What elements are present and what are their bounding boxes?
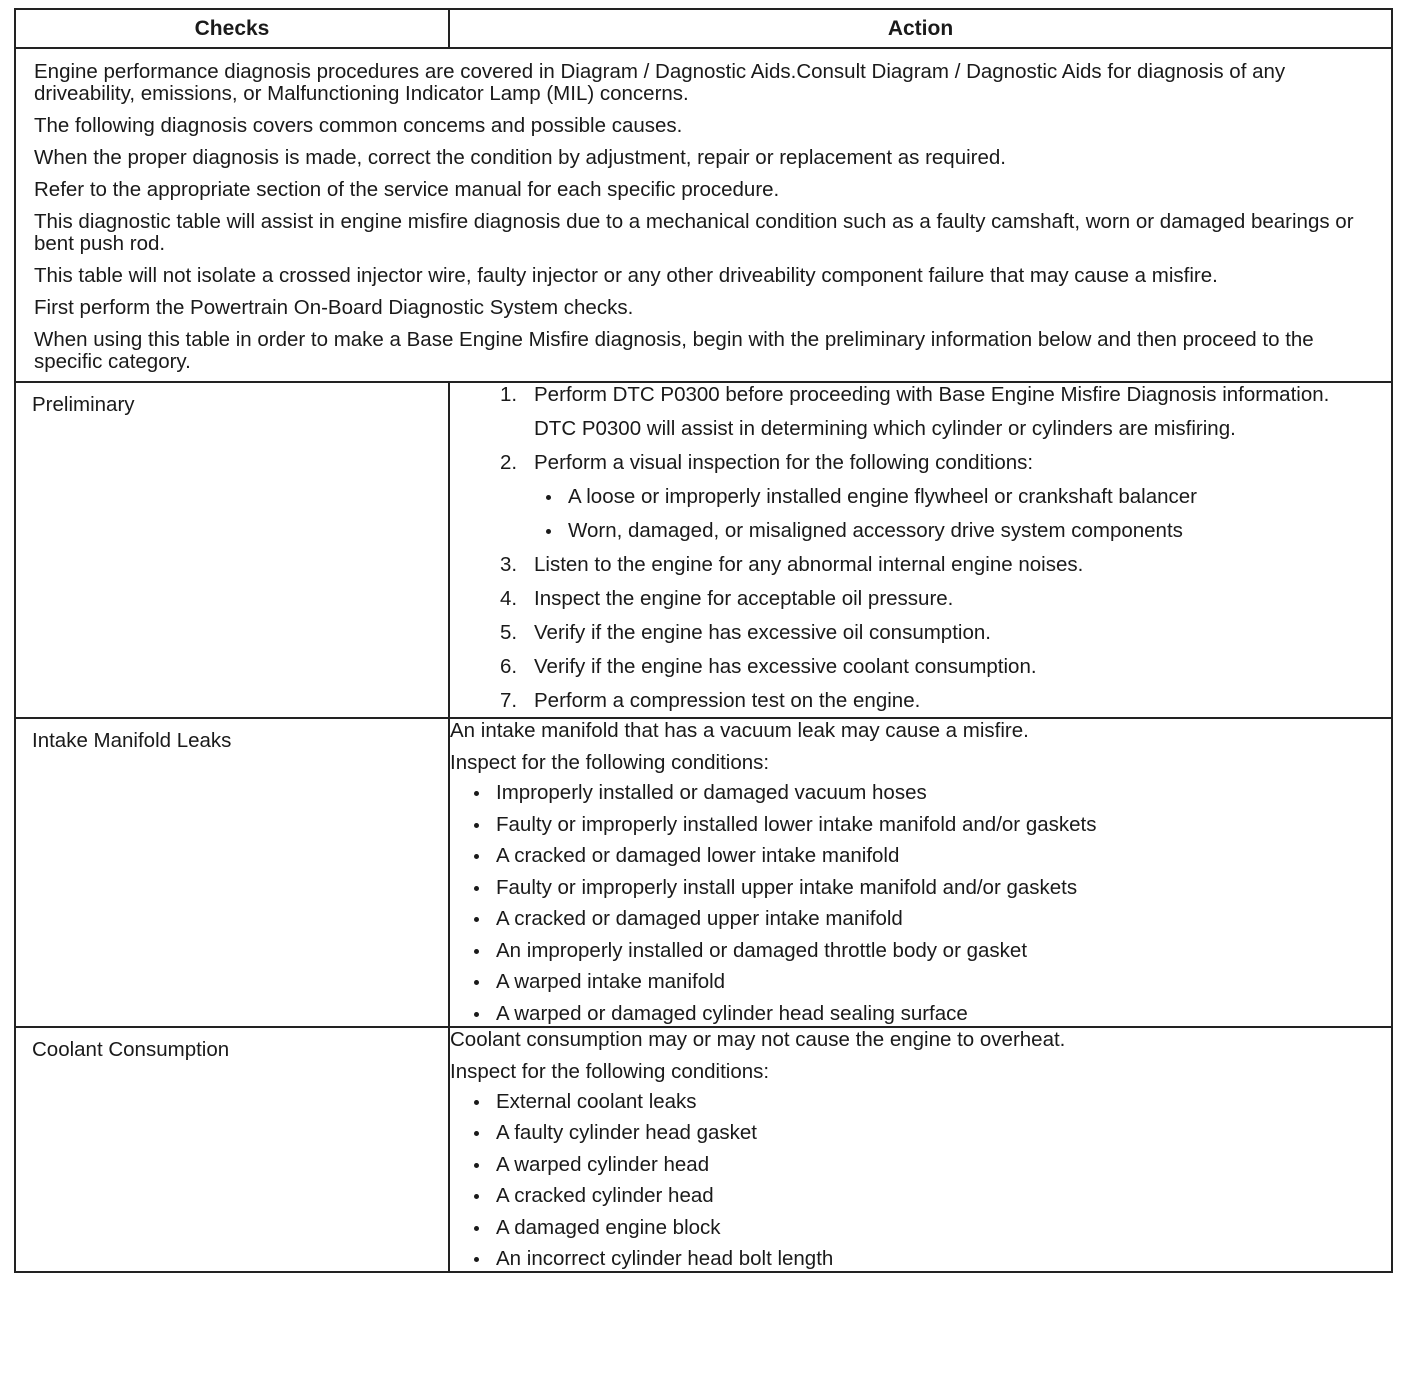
list-item-text: An improperly installed or damaged throttle body or gasket: [496, 938, 1028, 962]
step-number: 6.: [500, 655, 518, 678]
list-item: [450, 1153, 1391, 1177]
step-number: 5.: [500, 621, 518, 644]
step-note: DTC P0300 will assist in determining which cylinder or cylinders are misfiring.: [534, 417, 1236, 440]
list-item-text: A warped or damaged cylinder head sealing surface: [496, 1001, 968, 1025]
coolant-action-cell: [449, 1027, 1392, 1273]
list-item: [450, 939, 1391, 963]
bullet-icon: [474, 1194, 479, 1199]
step-item: [478, 451, 1391, 543]
step-item: [478, 383, 1391, 441]
list-item-text: An incorrect cylinder head bolt length: [496, 1247, 834, 1270]
bullet-icon: [474, 1257, 479, 1262]
list-item: [534, 519, 1391, 543]
list-item-text: Worn, damaged, or misaligned accessory drive system components: [568, 519, 1183, 542]
intro-paragraph: This table will not isolate a crossed injector wire, faulty injector or any other driveability component failure that may cause a misfire.: [34, 264, 1218, 287]
diagnosis-table: [14, 8, 1393, 1273]
list-item: [450, 1090, 1391, 1114]
list-item: [450, 844, 1391, 868]
bullet-icon: [474, 917, 479, 922]
step-number: 7.: [500, 689, 518, 712]
step-text: Perform a compression test on the engine.: [534, 689, 921, 712]
step-text: Perform DTC P0300 before proceeding with Base Engine Misfire Diagnosis information.: [534, 383, 1330, 406]
checks-column-header: Checks: [15, 9, 449, 48]
preliminary-action-cell: [449, 382, 1392, 718]
action-inspect: Inspect for the following conditions:: [450, 1059, 770, 1083]
bullet-icon: [474, 1226, 479, 1231]
step-text: Verify if the engine has excessive coolant consumption.: [534, 655, 1037, 678]
list-item-text: Faulty or improperly installed lower intake manifold and/or gaskets: [496, 812, 1097, 836]
step-number: 2.: [500, 451, 518, 474]
step-text: Verify if the engine has excessive oil consumption.: [534, 621, 991, 644]
list-item-text: A warped intake manifold: [496, 970, 726, 993]
intro-paragraph: The following diagnosis covers common concems and possible causes.: [34, 114, 683, 137]
list-item: [450, 1002, 1391, 1026]
list-item: [450, 1247, 1391, 1271]
intro-cell: [15, 48, 1392, 382]
list-item-text: A loose or improperly installed engine flywheel or crankshaft balancer: [568, 485, 1198, 508]
bullet-list: [450, 781, 1391, 1026]
check-label: Intake Manifold Leaks: [32, 729, 232, 752]
intro-paragraph: Refer to the appropriate section of the service manual for each specific procedure.: [34, 178, 780, 201]
list-item-text: A cracked cylinder head: [496, 1184, 714, 1207]
intake-row: [15, 718, 1392, 1027]
bullet-icon: [474, 886, 479, 891]
action-inspect: Inspect for the following conditions:: [450, 751, 770, 774]
list-item-text: A cracked or damaged upper intake manifold: [496, 907, 903, 930]
list-item: [450, 970, 1391, 994]
step-item: [478, 621, 1391, 645]
check-label: Coolant Consumption: [32, 1037, 230, 1061]
list-item-text: A warped cylinder head: [496, 1152, 710, 1176]
action-lead: An intake manifold that has a vacuum leak may cause a misfire.: [450, 719, 1029, 742]
check-label: Preliminary: [32, 393, 135, 416]
list-item: [450, 1121, 1391, 1145]
intro-paragraph: When the proper diagnosis is made, correct the condition by adjustment, repair or replacement as required.: [34, 146, 1006, 169]
step-item: [478, 689, 1391, 713]
intro-paragraph: Engine performance diagnosis procedures are covered in Diagram / Dagnostic Aids.Consult Diagram / Dagnostic Aids for diagnosis of any driveability, emissions, or Malfunctioning Indicator Lamp (MIL) concerns.: [34, 60, 1286, 105]
list-item: [450, 907, 1391, 931]
list-item: [450, 876, 1391, 900]
list-item: [450, 781, 1391, 805]
intro-paragraph: When using this table in order to make a Base Engine Misfire diagnosis, begin with the preliminary information below and then proceed to the specific category.: [34, 328, 1314, 373]
bullet-icon: [474, 1100, 479, 1105]
list-item-text: A damaged engine block: [496, 1215, 721, 1239]
list-item: [450, 1216, 1391, 1240]
coolant-check-cell: [15, 1027, 449, 1273]
table-header-row: [15, 9, 1392, 48]
preliminary-row: [15, 382, 1392, 718]
step-item: [478, 655, 1391, 679]
bullet-icon: [474, 1012, 479, 1017]
intro-row: [15, 48, 1392, 382]
step-item: [478, 553, 1391, 577]
bullet-list: [534, 485, 1391, 543]
list-item-text: Improperly installed or damaged vacuum hoses: [496, 781, 927, 804]
coolant-row: [15, 1027, 1392, 1273]
list-item-text: A faulty cylinder head gasket: [496, 1121, 757, 1144]
preliminary-check-cell: [15, 382, 449, 718]
step-number: 3.: [500, 553, 518, 576]
step-text: Perform a visual inspection for the following conditions:: [534, 451, 1034, 474]
bullet-icon: [474, 854, 479, 859]
step-text: Inspect the engine for acceptable oil pressure.: [534, 587, 954, 610]
bullet-icon: [546, 529, 551, 534]
bullet-icon: [474, 949, 479, 954]
step-number: 1.: [500, 383, 518, 406]
list-item: [450, 813, 1391, 837]
step-number: 4.: [500, 587, 518, 610]
intake-check-cell: [15, 718, 449, 1027]
action-lead: Coolant consumption may or may not cause the engine to overheat.: [450, 1027, 1066, 1051]
step-item: [478, 587, 1391, 611]
intake-action-cell: [449, 718, 1392, 1027]
intro-paragraph: This diagnostic table will assist in engine misfire diagnosis due to a mechanical condition such as a faulty camshaft, worn or damaged bearings or bent push rod.: [34, 210, 1354, 255]
bullet-icon: [546, 495, 551, 500]
bullet-icon: [474, 980, 479, 985]
step-text: Listen to the engine for any abnormal internal engine noises.: [534, 553, 1084, 576]
list-item-text: Faulty or improperly install upper intake manifold and/or gaskets: [496, 875, 1078, 899]
bullet-icon: [474, 1163, 479, 1168]
bullet-icon: [474, 1131, 479, 1136]
list-item: [450, 1184, 1391, 1208]
list-item-text: A cracked or damaged lower intake manifold: [496, 844, 900, 867]
bullet-icon: [474, 791, 479, 796]
bullet-list: [450, 1090, 1391, 1272]
intro-paragraph: First perform the Powertrain On-Board Diagnostic System checks.: [34, 296, 634, 319]
action-column-header: Action: [449, 9, 1392, 48]
step-list: [478, 383, 1391, 713]
list-item: [534, 485, 1391, 509]
bullet-icon: [474, 823, 479, 828]
list-item-text: External coolant leaks: [496, 1089, 697, 1113]
